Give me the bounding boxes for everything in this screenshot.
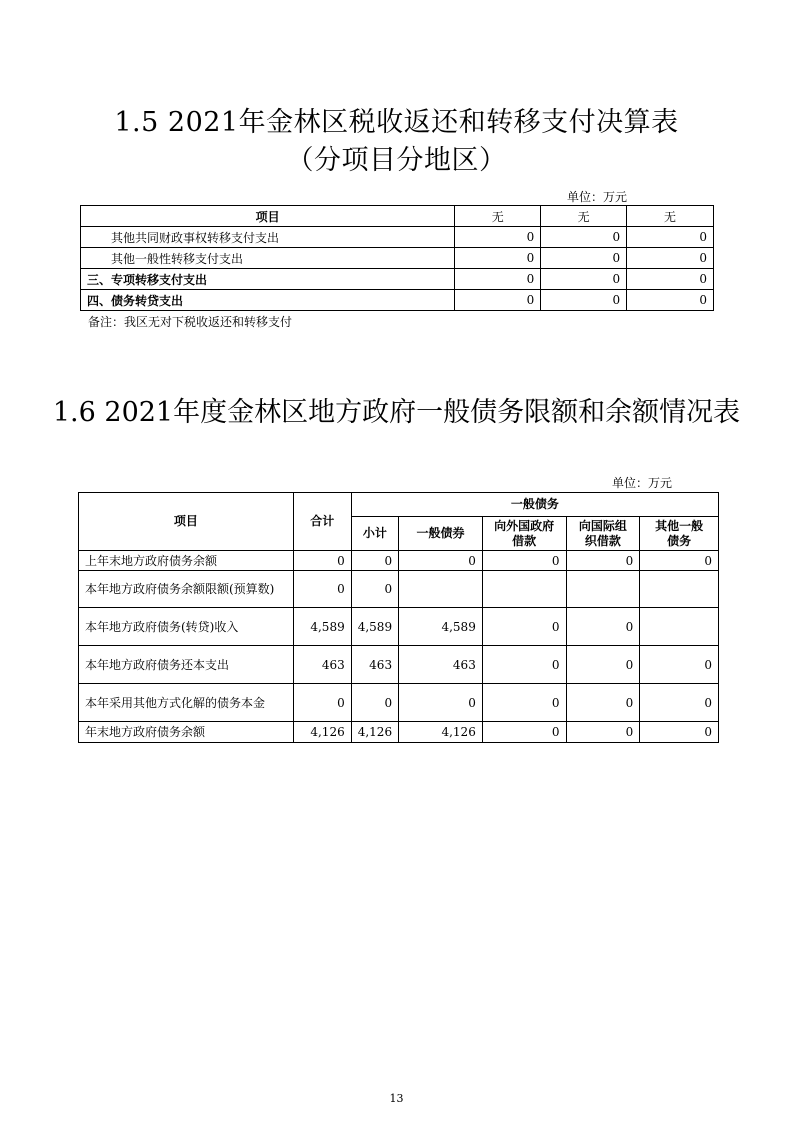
header-foreign-gov-loans: 向外国政府借款 bbox=[482, 517, 566, 551]
row-label: 本年地方政府债务(转贷)收入 bbox=[79, 608, 294, 646]
cell: 0 bbox=[399, 551, 483, 571]
cell: 0 bbox=[640, 551, 719, 571]
header-col3: 无 bbox=[627, 206, 714, 227]
table-row bbox=[79, 646, 719, 684]
header-general-debt: 一般债务 bbox=[351, 493, 718, 517]
row-label: 本年地方政府债务还本支出 bbox=[79, 646, 294, 684]
cell: 0 bbox=[482, 608, 566, 646]
cell: 0 bbox=[482, 551, 566, 571]
header-other-debt: 其他一般债务 bbox=[640, 517, 719, 551]
table-row bbox=[81, 227, 714, 248]
table-row bbox=[79, 684, 719, 722]
row-label: 其他一般性转移支付支出 bbox=[81, 248, 455, 269]
table-row bbox=[79, 571, 719, 608]
cell: 0 bbox=[455, 227, 541, 248]
cell: 463 bbox=[399, 646, 483, 684]
section1-title bbox=[0, 104, 793, 180]
header-subtotal: 小计 bbox=[351, 517, 398, 551]
cell: 0 bbox=[566, 551, 640, 571]
cell: 0 bbox=[455, 248, 541, 269]
section2-title: 1.6 2021年度金林区地方政府一般债务限额和余额情况表 bbox=[52, 397, 741, 428]
cell: 0 bbox=[541, 227, 627, 248]
cell: 0 bbox=[293, 551, 351, 571]
cell: 0 bbox=[541, 269, 627, 290]
cell: 0 bbox=[640, 722, 719, 743]
cell: 0 bbox=[455, 290, 541, 311]
transfer-payment-table bbox=[80, 205, 714, 311]
cell: 0 bbox=[482, 646, 566, 684]
table-row bbox=[81, 248, 714, 269]
table-header-row bbox=[79, 493, 719, 517]
cell: 0 bbox=[566, 722, 640, 743]
row-label: 上年末地方政府债务余额 bbox=[79, 551, 294, 571]
section1-note: 备注：我区无对下税收返还和转移支付 bbox=[88, 315, 293, 329]
cell: 0 bbox=[482, 722, 566, 743]
cell: 0 bbox=[351, 551, 398, 571]
section1-unit: 单位：万元 bbox=[567, 190, 628, 204]
header-item: 项目 bbox=[81, 206, 455, 227]
cell: 0 bbox=[541, 290, 627, 311]
header-total: 合计 bbox=[293, 493, 351, 551]
cell: 0 bbox=[541, 248, 627, 269]
cell bbox=[482, 571, 566, 608]
cell: 0 bbox=[566, 684, 640, 722]
cell bbox=[566, 571, 640, 608]
cell: 0 bbox=[293, 571, 351, 608]
row-label: 本年采用其他方式化解的债务本金 bbox=[79, 684, 294, 722]
cell: 0 bbox=[455, 269, 541, 290]
cell: 4,126 bbox=[293, 722, 351, 743]
cell: 0 bbox=[566, 608, 640, 646]
cell: 0 bbox=[627, 248, 714, 269]
cell: 463 bbox=[351, 646, 398, 684]
cell: 0 bbox=[351, 571, 398, 608]
row-label: 四、债务转贷支出 bbox=[81, 290, 455, 311]
cell: 4,589 bbox=[293, 608, 351, 646]
cell: 4,126 bbox=[351, 722, 398, 743]
header-item: 项目 bbox=[79, 493, 294, 551]
cell: 0 bbox=[627, 269, 714, 290]
cell: 0 bbox=[627, 290, 714, 311]
header-col2: 无 bbox=[541, 206, 627, 227]
cell: 0 bbox=[482, 684, 566, 722]
table-row bbox=[81, 290, 714, 311]
cell: 4,589 bbox=[399, 608, 483, 646]
cell: 0 bbox=[293, 684, 351, 722]
table-row bbox=[81, 269, 714, 290]
table-header-row bbox=[81, 206, 714, 227]
table-row bbox=[79, 551, 719, 571]
section2-unit: 单位：万元 bbox=[612, 476, 673, 490]
cell bbox=[399, 571, 483, 608]
section1-title-line2: （分项目分地区） bbox=[286, 145, 507, 176]
cell: 0 bbox=[627, 227, 714, 248]
section1-title-line1: 1.5 2021年金林区税收返还和转移支付决算表 bbox=[114, 107, 679, 138]
row-label: 三、专项转移支付支出 bbox=[81, 269, 455, 290]
header-col1: 无 bbox=[455, 206, 541, 227]
cell: 0 bbox=[399, 684, 483, 722]
cell: 0 bbox=[640, 684, 719, 722]
table-row bbox=[79, 722, 719, 743]
header-intl-org-loans: 向国际组织借款 bbox=[566, 517, 640, 551]
row-label: 其他共同财政事权转移支付支出 bbox=[81, 227, 455, 248]
cell: 4,126 bbox=[399, 722, 483, 743]
cell: 0 bbox=[566, 646, 640, 684]
cell bbox=[640, 571, 719, 608]
cell: 0 bbox=[640, 646, 719, 684]
debt-limit-table bbox=[78, 492, 719, 743]
cell: 0 bbox=[351, 684, 398, 722]
cell: 4,589 bbox=[351, 608, 398, 646]
table-row bbox=[79, 608, 719, 646]
cell: 463 bbox=[293, 646, 351, 684]
cell bbox=[640, 608, 719, 646]
row-label: 年末地方政府债务余额 bbox=[79, 722, 294, 743]
header-bonds: 一般债券 bbox=[399, 517, 483, 551]
row-label: 本年地方政府债务余额限额(预算数) bbox=[79, 571, 294, 608]
page-number: 13 bbox=[389, 1092, 404, 1105]
